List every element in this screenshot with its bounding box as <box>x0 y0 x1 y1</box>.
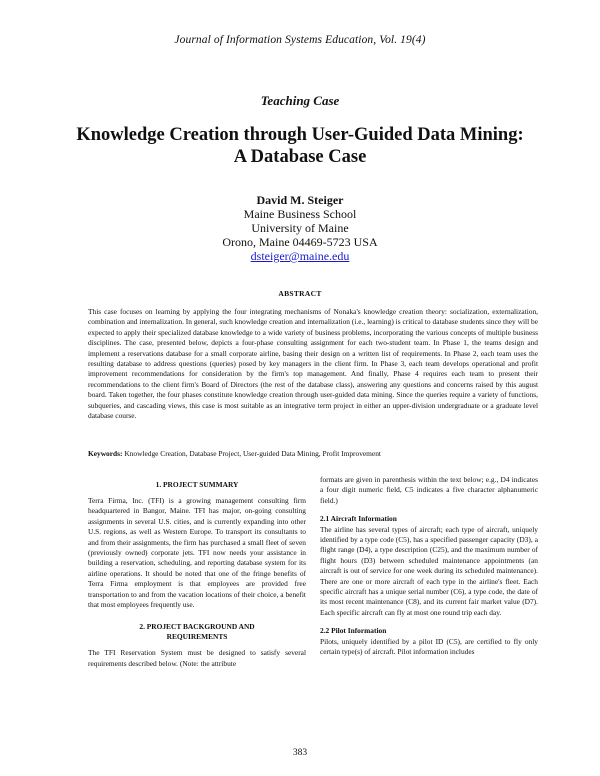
paper-title <box>0 124 600 168</box>
section-1-heading: 1. PROJECT SUMMARY <box>155 480 239 489</box>
author-name: David M. Steiger <box>256 193 344 207</box>
section-2-heading-line-1: 2. PROJECT BACKGROUND AND <box>139 622 255 632</box>
subsection-2-2-text: Pilots, uniquely identified by a pilot ID (C5), are certified to fly only certain type(s) of aircraft. Pilot information includes <box>320 636 538 657</box>
section-2-heading <box>88 622 306 642</box>
right-column <box>320 475 538 658</box>
case-type-label: Teaching Case <box>260 93 340 108</box>
section-2-text: The TFI Reservation System must be designed to satisfy several requirements described below. (Note: the attribute <box>88 648 306 668</box>
abstract-text: This case focuses on learning by applying the four integrating mechanisms of Nonaka's knowledge creation theory: socialization, externalization, combination and internalization. In general, such knowledge creation and internalization (i.e., learning) is critical to database students since they will be expected to apply their specialized database knowledge to a wide variety of business problems, incorporating the various concepts of multiple business disciplines. The case, presented below, depicts a four-phase consulting assignment for each two-student team. In Phase 1, the teams design and implement a reservations database for a small corporate airline, basing their design on a written list of requirements. In Phase 2, each team uses the resulting database to address questions (queries) posed by key managers in the client firm. In Phase 3, each team develops operational and profit improvement recommendations for consideration by the firm's top management. And finally, Phase 4 requires each team to present their recommendations to the client firm's Board of Directors (the rest of the database class), answering any questions and concerns raised by this august board. Taken together, the four phases constitute knowledge creation through user-guided data mining. Since the queries require a variety of functions, subqueries, and cascading views, this case is most suitable as an integrative term project in either an upper-division undergraduate or a graduate level database course. <box>88 307 538 421</box>
continued-text: formats are given in parenthesis within the text below; e.g., D4 indicates a four digit numeric field, C5 indicates a five character alphanumeric field.) <box>320 475 538 505</box>
author-school: Maine Business School <box>243 207 357 221</box>
title-line-1: Knowledge Creation through User-Guided Data Mining: <box>76 125 524 145</box>
keywords-text: Knowledge Creation, Database Project, User-guided Data Mining, Profit Improvement <box>122 449 381 458</box>
subsection-2-1-heading: 2.1 Aircraft Information <box>320 514 397 524</box>
author-block <box>0 193 600 263</box>
left-column <box>88 480 306 681</box>
title-line-2: A Database Case <box>233 147 367 167</box>
keywords <box>88 449 538 459</box>
journal-header: Journal of Information Systems Education, Vol. 19(4) <box>174 34 426 46</box>
keywords-label: Keywords: <box>88 449 123 458</box>
author-address: Orono, Maine 04469-5723 USA <box>222 235 378 249</box>
section-2-heading-line-2: REQUIREMENTS <box>166 632 228 642</box>
abstract-heading: ABSTRACT <box>278 289 322 298</box>
subsection-2-1-text: The airline has several types of aircraft; each type of aircraft, uniquely identified by a type code (C5), has a specified passenger capacity (D3), a flight range (D4), a type description (C25), and the maximum number of flight hours (D3) between scheduled maintenance appointments (an aircraft is out of service for one week during its scheduled maintenance). There are one or more aircraft of each type in the airline's fleet. Each specific aircraft has a unique serial number (C6), a type code, the date of its most recent maintenance (C8), and its current fair market value (D7). Each specific aircraft can fly at most one round trip each day. <box>320 524 538 617</box>
page-number: 383 <box>292 748 308 758</box>
author-university: University of Maine <box>251 221 349 235</box>
section-1-text: Terra Firma, Inc. (TFI) is a growing management consulting firm headquartered in Bangor, Maine. TFI has major, on-going consulting assignments in several U.S. cities, and is currently expanding into other U.S. regions, as well as Western Europe. To transport its consultants to and from their assignments, the firm has purchased a small fleet of seven (previously owned) corporate jets. TFI now needs your assistance in building a reservation, scheduling, and reporting database system for its airline operations. It should be noted that one of the fringe benefits of Terra Firma employment is that employees are provided free transportation to and from the vacation locations of their choice, a benefit that most employees frequently use. <box>88 496 306 610</box>
author-email-link[interactable]: dsteiger@maine.edu <box>250 249 350 263</box>
subsection-2-2-heading: 2.2 Pilot Information <box>320 626 387 636</box>
